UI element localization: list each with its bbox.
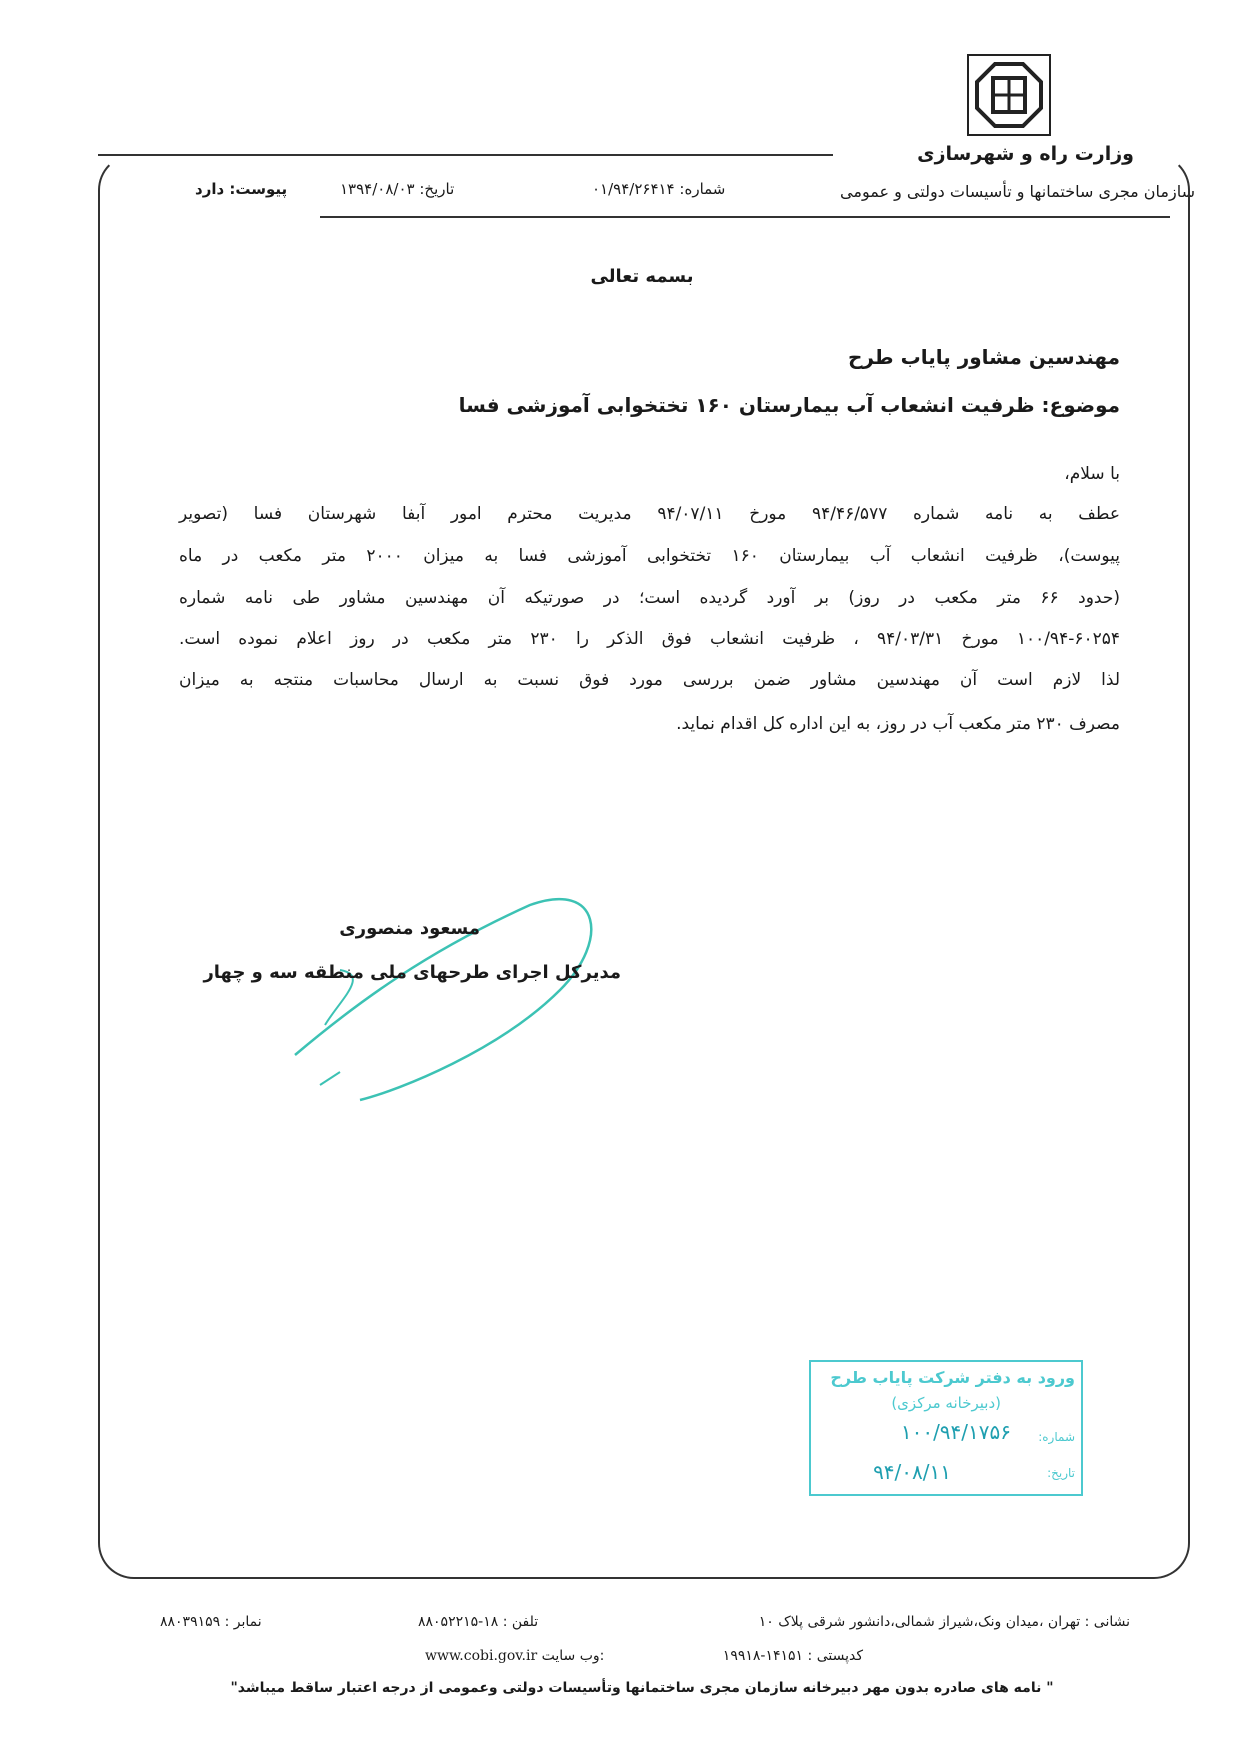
- stamp-title: ورود به دفتر شرکت پایاب طرح: [830, 1368, 1075, 1387]
- attachment-status: پیوست: دارد: [195, 180, 288, 198]
- stamp-date-label: تاریخ:: [1047, 1466, 1075, 1480]
- body-line: ۱۰۰/۹۴-۶۰۲۵۴ مورخ ۹۴/۰۳/۳۱ ، ظرفیت انشعاب فوق الذکر را ۲۳۰ متر مکعب در روز اعلام نموده است.: [179, 629, 1120, 649]
- stamp-date: ۹۴/۰۸/۱۱: [873, 1460, 951, 1484]
- stamp-subtitle: (دبیرخانه مرکزی): [891, 1394, 1001, 1412]
- body-line: (حدود ۶۶ متر مکعب در روز) بر آورد گردیده است؛ در صورتیکه آن مهندسین مشاور طی نامه شماره: [179, 588, 1120, 608]
- footer-fax: نمابر : ۸۸۰۳۹۱۵۹: [160, 1614, 262, 1630]
- signer-name: مسعود منصوری: [339, 918, 480, 939]
- letter-date: تاریخ: ۱۳۹۴/۰۸/۰۳: [340, 180, 455, 198]
- ministry-logo: [967, 54, 1051, 136]
- stamp-number: ۱۰۰/۹۴/۱۷۵۶: [900, 1420, 1011, 1444]
- stamp-number-label: شماره:: [1038, 1430, 1075, 1444]
- handwritten-signature: [280, 880, 620, 1110]
- body-line: مصرف ۲۳۰ متر مکعب آب در روز، به این اداره کل اقدام نماید.: [676, 714, 1120, 734]
- recipient: مهندسین مشاور پایاب طرح: [847, 345, 1120, 369]
- greeting: با سلام،: [1064, 464, 1120, 484]
- organization-name: سازمان مجری ساختمانها و تأسیسات دولتی و عمومی: [840, 182, 1195, 201]
- footer-phone: تلفن : ۱۸-۸۸۰۵۲۲۱۵: [418, 1614, 539, 1630]
- subject: موضوع: ظرفیت انشعاب آب بیمارستان ۱۶۰ تختخوابی آموزشی فسا: [458, 393, 1120, 417]
- body-line: عطف به نامه شماره ۹۴/۴۶/۵۷۷ مورخ ۹۴/۰۷/۱۱ مدیریت محترم امور آبفا شهرستان فسا (تصویر: [179, 504, 1120, 524]
- footer-disclaimer: " نامه های صادره بدون مهر دبیرخانه سازمان مجری ساختمانها وتأسیسات دولتی وعمومی از درجه اعتبار ساقط میباشد": [230, 1680, 1054, 1696]
- footer-address: نشانی : تهران ،میدان ونک،شیراز شمالی،دانشور شرقی پلاک ۱۰: [758, 1614, 1130, 1630]
- ministry-name: وزارت راه و شهرسازی: [917, 143, 1134, 165]
- website-link[interactable]: www.cobi.gov.ir: [425, 1648, 538, 1664]
- invocation: بسمه تعالی: [590, 266, 694, 287]
- body-line: لذا لازم است آن مهندسین مشاور ضمن بررسی مورد فوق نسبت به ارسال محاسبات منتجه به میزان: [179, 670, 1120, 690]
- receipt-stamp: [809, 1360, 1083, 1496]
- body-line: پیوست)، ظرفیت انشعاب آب بیمارستان ۱۶۰ تختخوابی آموزشی فسا به میزان ۲۰۰۰ متر مکعب در ماه: [179, 546, 1121, 566]
- signer-title: مدیرکل اجرای طرحهای ملی منطقه سه و چهار: [203, 962, 621, 983]
- footer-website: www.cobi.gov.ir وب سایت:: [425, 1648, 605, 1664]
- letter-number: شماره: ۰۱/۹۴/۲۶۴۱۴: [592, 180, 726, 198]
- footer-postal-code: کدپستی : ۱۴۱۵۱-۱۹۹۱۸: [722, 1648, 863, 1664]
